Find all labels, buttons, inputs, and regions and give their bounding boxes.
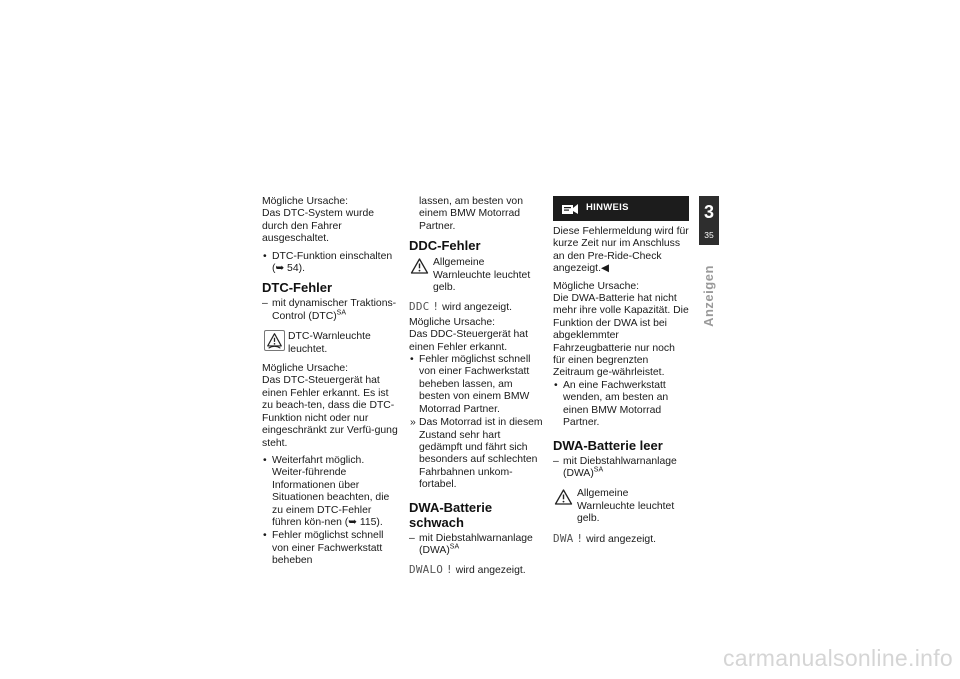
bullet-marker: • <box>263 454 267 466</box>
hinweis-banner <box>553 196 689 221</box>
text-cause-label: Mögliche Ursache: <box>553 280 640 292</box>
bullet-item <box>262 530 398 567</box>
heading-ddc-fehler: DDC-Fehler <box>409 238 481 254</box>
hinweis-text: Diese Fehlermeldung wird für kurze Zeit nur im Anschluss an den Pre-Ride-Check angezeigt.◀ <box>553 226 689 275</box>
hinweis-icon <box>561 202 579 216</box>
option-sup: SA <box>336 309 347 317</box>
chapter-number: 3 <box>703 202 714 222</box>
option-text: mit Diebstahlwarnanlage (DWA) <box>563 455 677 479</box>
result-marker: » <box>410 417 416 429</box>
hinweis-label: HINWEIS <box>586 202 629 214</box>
text-cause-label: Mögliche Ursache: <box>409 316 496 328</box>
bullet-continuation: lassen, am besten von einem BMW Motorrad Partner. <box>419 196 523 232</box>
display-code: DDC <box>409 300 430 314</box>
page-number: 35 <box>704 230 714 240</box>
display-message <box>553 533 689 546</box>
bullet-text: DTC-Funktion einschalten (➥ 54). <box>272 250 393 275</box>
heading-dwa-batterie-schwach: DWA-Batterie schwach <box>409 499 493 530</box>
display-exclamation: ! <box>432 300 440 314</box>
dash-marker: – <box>409 532 415 544</box>
dtc-warning-light-icon <box>264 330 285 351</box>
warning-light-row <box>553 487 689 525</box>
bullet-text: An eine Fachwerkstatt wenden, am besten an einen BMW Motorrad Partner. <box>563 379 669 429</box>
dash-marker: – <box>262 298 268 310</box>
warning-text: Allgemeine Warnleuchte leuchtet gelb. <box>433 257 531 294</box>
display-text: wird angezeigt. <box>442 302 512 314</box>
bullet-marker: • <box>554 379 558 391</box>
watermark: carmanualsonline.info <box>722 645 953 671</box>
option-item <box>409 533 545 558</box>
chapter-tab <box>699 196 719 245</box>
display-exclamation: ! <box>576 531 584 545</box>
display-code: DWALO <box>409 563 444 577</box>
display-text: wird angezeigt. <box>455 565 526 577</box>
display-exclamation: ! <box>446 563 453 577</box>
column-2 <box>409 196 545 580</box>
warning-text: Allgemeine Warnleuchte leuchtet gelb. <box>577 488 675 525</box>
display-code: DWA <box>553 531 574 545</box>
warning-text: DTC-Warnleuchte leuchtet. <box>288 331 371 355</box>
display-message <box>409 301 545 314</box>
text-cause: Das DTC-Steuergerät hat einen Fehler erkannt. Es ist zu beach-ten, dass die DTC-Funktion nicht oder nur eingeschränkt zur Verfü-gung steht. <box>262 375 398 449</box>
bullet-item <box>262 455 398 529</box>
bullet-marker: • <box>263 250 267 262</box>
warning-light-row <box>264 330 398 356</box>
option-text: mit Diebstahlwarnanlage (DWA) <box>419 532 533 556</box>
result-text: Das Motorrad ist in diesem Zustand sehr hart gedämpft und fährt sich besonders auf schlechten Fahrbahnen unkom-fortabel. <box>419 417 543 491</box>
dash-marker: – <box>553 455 559 467</box>
display-text: wird angezeigt. <box>586 533 656 545</box>
result-item <box>409 417 545 491</box>
option-item <box>262 298 398 323</box>
bullet-marker: • <box>410 354 414 366</box>
bullet-text: Fehler möglichst schnell von einer Fachwerkstatt beheben lassen, am besten von einem BMW Motorrad Partner. <box>419 354 531 415</box>
bullet-item <box>262 251 398 276</box>
column-3 <box>553 196 689 548</box>
display-message <box>409 564 545 577</box>
column-1 <box>262 196 398 569</box>
warning-light-row <box>409 256 545 294</box>
text-cause: Das DTC-System wurde durch den Fahrer ausgeschaltet. <box>262 208 375 245</box>
general-warning-light-icon <box>409 256 430 277</box>
bullet-item <box>409 354 545 416</box>
general-warning-light-icon <box>553 487 574 508</box>
option-item <box>553 456 689 481</box>
option-sup: SA <box>449 543 460 551</box>
heading-dwa-batterie-leer: DWA-Batterie leer <box>553 437 663 453</box>
bullet-item <box>553 380 689 430</box>
bullet-text: Weiterfahrt möglich. Weiter-führende Informationen über Situationen beachten, die zu einem DTC-Fehler führen kön-nen (➥ 115). <box>272 454 390 528</box>
bullet-text: Fehler möglichst schnell von einer Fachwerkstatt beheben <box>272 530 384 567</box>
text-cause: Die DWA-Batterie hat nicht mehr ihre volle Kapazität. Die Funktion der DWA ist bei abgeklemmter Fahrzeugbatterie nur noch für einen begrenzten Zeitraum ge-währleistet. <box>553 293 689 379</box>
bullet-marker: • <box>263 530 267 542</box>
text-cause-label: Mögliche Ursache: <box>262 363 349 375</box>
section-tab-label: Anzeigen <box>700 265 716 327</box>
option-sup: SA <box>593 466 604 474</box>
text-cause-label: Mögliche Ursache: <box>262 196 349 207</box>
heading-dtc-fehler: DTC-Fehler <box>262 280 333 296</box>
option-text: mit dynamischer Traktions-Control (DTC) <box>272 298 397 322</box>
text-cause: Das DDC-Steuergerät hat einen Fehler erkannt. <box>409 329 528 353</box>
